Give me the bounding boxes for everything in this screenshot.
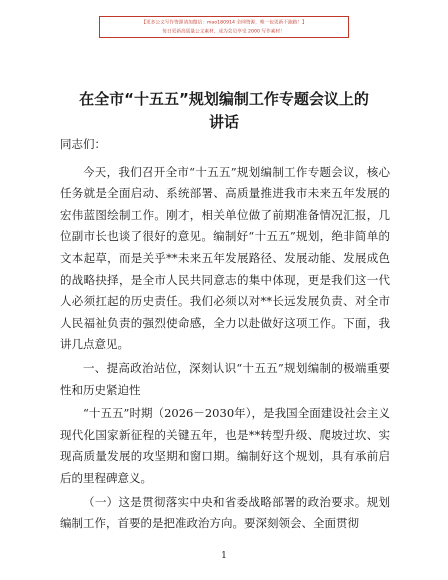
promo-banner (99, 16, 349, 38)
document-title (40, 88, 408, 134)
document-body (60, 134, 390, 535)
paragraph-intro: 今天，我们召开全市“十五五”规划编制工作专题会议，核心任务就是全面启动、系统部署、高质量推进我市未来五年发展的宏伟蓝图绘制工作。刚才，相关单位做了前期准备情况汇报，几位副市长也谈了很好的意见。编制好“十五五”规划，绝非简单的文本起草，而是关乎**未来五年发展路径、发展动能、发展成色的战略抉择，是全市人民共同意志的集中体现，更是我们这一代人必须扛起的历史责任。我们必须以对**长远发展负责、对全市人民福祉负责的强烈使命感，全力以赴做好这项工作。下面，我讲几点意见。 (60, 164, 390, 352)
banner-line-2: 每日更新高质量公文素材，成为会员享受 2000 写作素材！ (162, 28, 286, 35)
banner-line-1: 【更多公文写作资源请加微信：mao180914 全网资源，唯一包更新不跑路！】 (141, 19, 307, 26)
greeting: 同志们： (60, 137, 106, 151)
paragraph-period: “十五五”时期（2026－2030年），是我国全面建设社会主义现代化国家新征程的关键五年，也是**转型升级、爬坡过坎、实现高质量发展的攻坚期和窗口期。编制好这个规划，具有承前启后的里程碑意义。 (60, 406, 390, 485)
title-line-2: 讲话 (208, 113, 239, 131)
title-line-1: 在全市“十五五”规划编制工作专题会议上的 (79, 90, 369, 108)
paragraph-subpoint-1: （一）这是贯彻落实中央和省委战略部署的政治要求。规划编制工作，首要的是把准政治方向。要深刻领会、全面贯彻 (60, 494, 390, 531)
section-heading-1: 一、提高政治站位，深刻认识“十五五”规划编制的极端重要性和历史紧迫性 (60, 360, 390, 397)
page-number: 1 (221, 551, 227, 561)
